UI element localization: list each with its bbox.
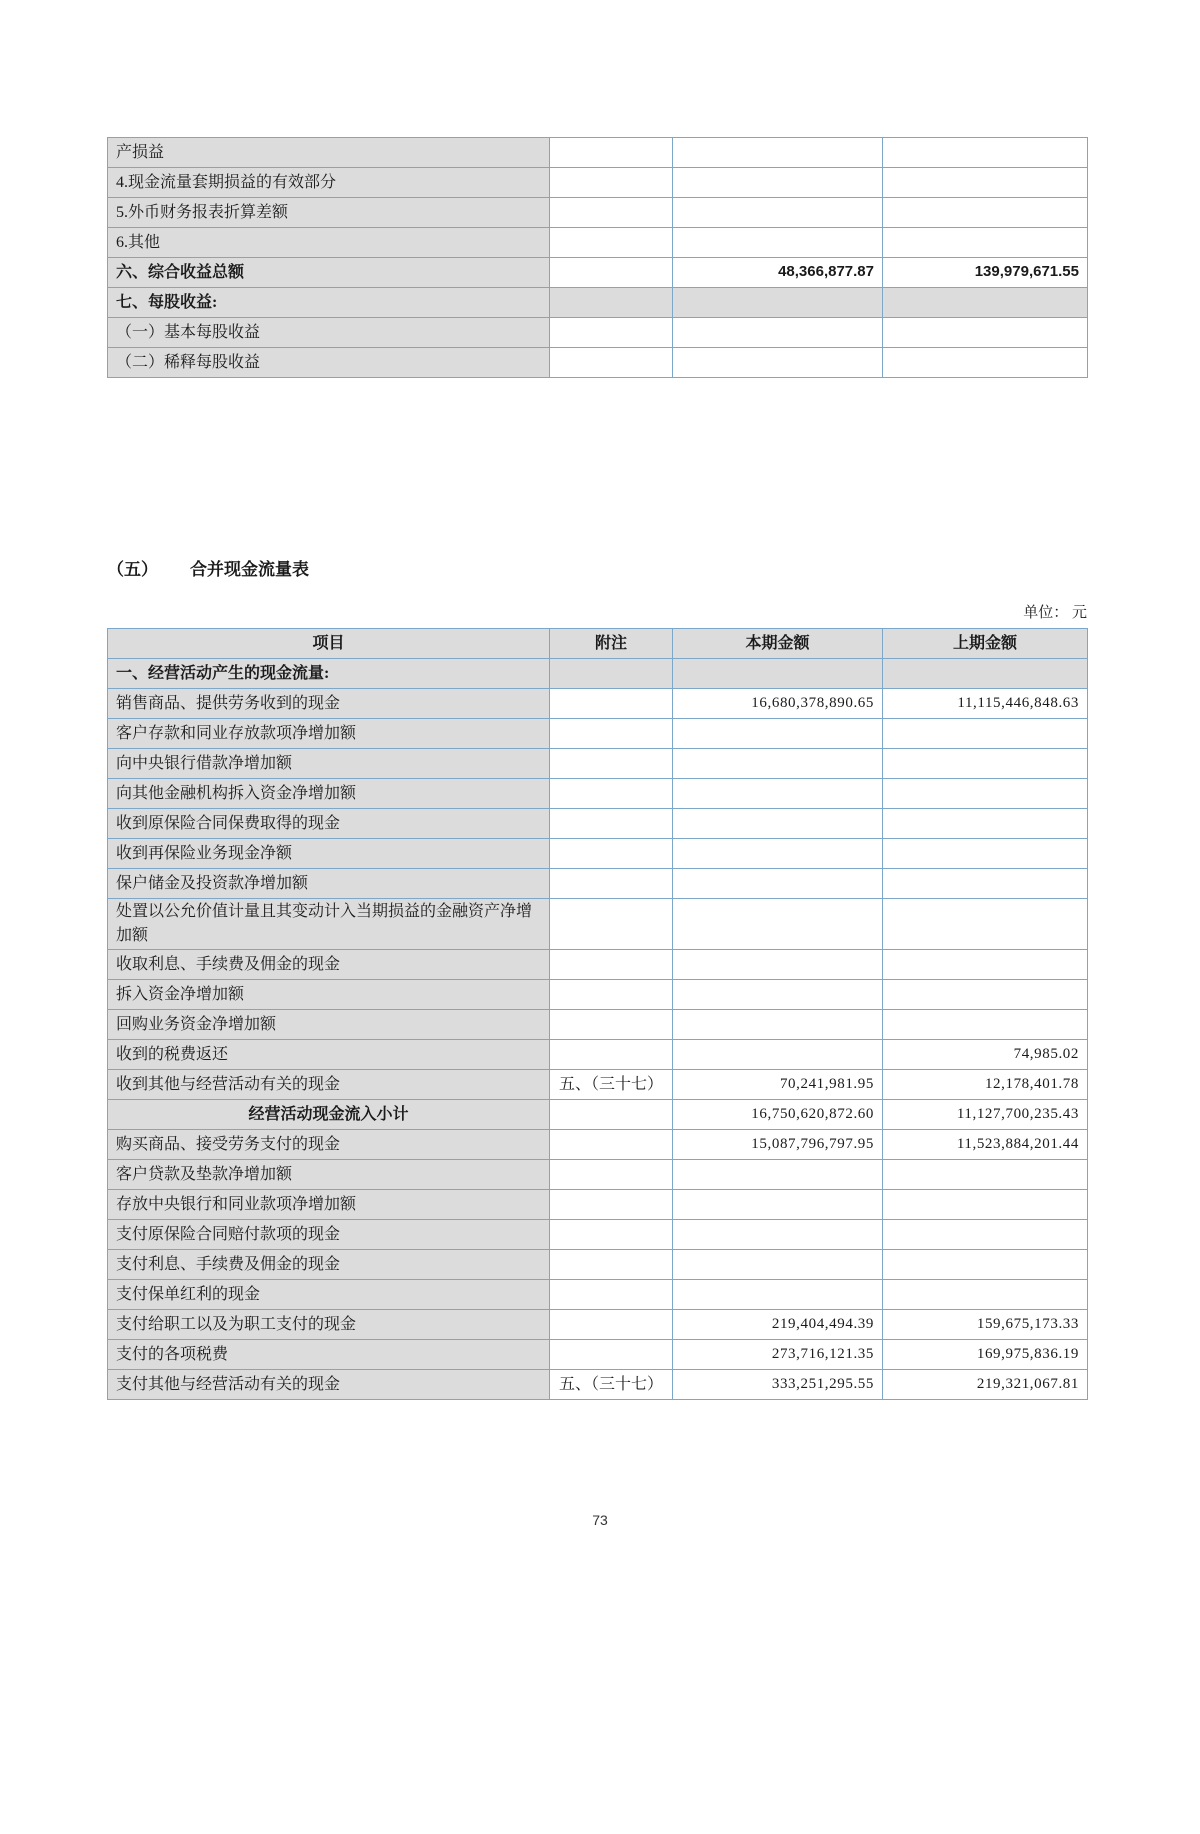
row-item-label: 支付的各项税费 xyxy=(108,1340,550,1370)
row-note xyxy=(550,1130,673,1160)
row-item-label: （一）基本每股收益 xyxy=(108,318,550,348)
row-prior-amount xyxy=(883,168,1088,198)
table-row xyxy=(108,1310,1088,1340)
row-note xyxy=(550,980,673,1010)
table-row xyxy=(108,899,1088,950)
table-row xyxy=(108,749,1088,779)
row-prior-amount xyxy=(883,318,1088,348)
comprehensive-income-table xyxy=(107,137,1088,378)
row-current-amount xyxy=(673,1250,883,1280)
row-current-amount xyxy=(673,869,883,899)
row-item-label: 支付给职工以及为职工支付的现金 xyxy=(108,1310,550,1340)
row-note xyxy=(550,1280,673,1310)
header-note: 附注 xyxy=(550,629,673,659)
row-note xyxy=(550,749,673,779)
table-row xyxy=(108,1250,1088,1280)
row-note xyxy=(550,839,673,869)
page-content xyxy=(107,137,1087,1400)
row-note xyxy=(550,168,673,198)
row-item-label: 存放中央银行和同业款项净增加额 xyxy=(108,1190,550,1220)
row-item-label: 支付其他与经营活动有关的现金 xyxy=(108,1370,550,1400)
row-prior-amount: 74,985.02 xyxy=(883,1040,1088,1070)
page-number: 73 xyxy=(592,1512,608,1528)
row-note xyxy=(550,659,673,689)
row-current-amount xyxy=(673,1160,883,1190)
row-current-amount xyxy=(673,899,883,950)
row-item-label: 支付原保险合同赔付款项的现金 xyxy=(108,1220,550,1250)
row-current-amount xyxy=(673,719,883,749)
row-prior-amount xyxy=(883,198,1088,228)
row-current-amount: 48,366,877.87 xyxy=(673,258,883,288)
report-page xyxy=(0,137,1200,1834)
table-header-row xyxy=(108,629,1088,659)
row-current-amount: 15,087,796,797.95 xyxy=(673,1130,883,1160)
row-current-amount xyxy=(673,138,883,168)
table-row xyxy=(108,1100,1088,1130)
row-current-amount xyxy=(673,1190,883,1220)
row-note xyxy=(550,1340,673,1370)
row-note xyxy=(550,779,673,809)
row-current-amount xyxy=(673,749,883,779)
row-note xyxy=(550,1010,673,1040)
table-row xyxy=(108,809,1088,839)
row-prior-amount xyxy=(883,809,1088,839)
row-current-amount xyxy=(673,228,883,258)
row-prior-amount xyxy=(883,1250,1088,1280)
table-row xyxy=(108,719,1088,749)
row-prior-amount: 169,975,836.19 xyxy=(883,1340,1088,1370)
row-item-label: 客户贷款及垫款净增加额 xyxy=(108,1160,550,1190)
row-prior-amount xyxy=(883,348,1088,378)
row-current-amount xyxy=(673,980,883,1010)
row-item-label: 保户储金及投资款净增加额 xyxy=(108,869,550,899)
row-item-label: 向中央银行借款净增加额 xyxy=(108,749,550,779)
table-row xyxy=(108,1040,1088,1070)
row-item-label: 收到原保险合同保费取得的现金 xyxy=(108,809,550,839)
row-prior-amount: 139,979,671.55 xyxy=(883,258,1088,288)
row-note xyxy=(550,1160,673,1190)
section-heading xyxy=(107,559,1087,581)
row-note xyxy=(550,138,673,168)
row-current-amount xyxy=(673,1280,883,1310)
row-item-label: 七、每股收益: xyxy=(108,288,550,318)
row-prior-amount xyxy=(883,1160,1088,1190)
row-item-label: 六、综合收益总额 xyxy=(108,258,550,288)
row-note xyxy=(550,258,673,288)
row-prior-amount xyxy=(883,1280,1088,1310)
row-item-label: 回购业务资金净增加额 xyxy=(108,1010,550,1040)
row-current-amount: 219,404,494.39 xyxy=(673,1310,883,1340)
table-row xyxy=(108,1370,1088,1400)
row-current-amount xyxy=(673,809,883,839)
table-row xyxy=(108,1010,1088,1040)
table-row xyxy=(108,1070,1088,1100)
row-prior-amount xyxy=(883,659,1088,689)
row-current-amount: 16,750,620,872.60 xyxy=(673,1100,883,1130)
table-row xyxy=(108,1280,1088,1310)
row-note xyxy=(550,348,673,378)
row-prior-amount: 159,675,173.33 xyxy=(883,1310,1088,1340)
row-current-amount xyxy=(673,839,883,869)
row-note xyxy=(550,899,673,950)
row-item-label: 向其他金融机构拆入资金净增加额 xyxy=(108,779,550,809)
row-note xyxy=(550,1190,673,1220)
row-prior-amount xyxy=(883,980,1088,1010)
row-item-label: （二）稀释每股收益 xyxy=(108,348,550,378)
row-prior-amount xyxy=(883,138,1088,168)
row-prior-amount xyxy=(883,839,1088,869)
row-current-amount xyxy=(673,168,883,198)
table-row xyxy=(108,1220,1088,1250)
row-item-label: 支付保单红利的现金 xyxy=(108,1280,550,1310)
row-prior-amount: 11,523,884,201.44 xyxy=(883,1130,1088,1160)
row-note xyxy=(550,869,673,899)
table-row xyxy=(108,288,1088,318)
row-note xyxy=(550,1220,673,1250)
header-current-period: 本期金额 xyxy=(673,629,883,659)
row-note: 五、（三十七） xyxy=(550,1070,673,1100)
row-item-label: 客户存款和同业存放款项净增加额 xyxy=(108,719,550,749)
table-row xyxy=(108,198,1088,228)
row-note xyxy=(550,1310,673,1340)
table-row xyxy=(108,950,1088,980)
row-item-label: 经营活动现金流入小计 xyxy=(108,1100,550,1130)
row-note xyxy=(550,228,673,258)
row-item-label: 处置以公允价值计量且其变动计入当期损益的金融资产净增加额 xyxy=(108,899,550,950)
table-row xyxy=(108,348,1088,378)
row-current-amount xyxy=(673,318,883,348)
row-prior-amount xyxy=(883,719,1088,749)
row-note xyxy=(550,689,673,719)
row-item-label: 销售商品、提供劳务收到的现金 xyxy=(108,689,550,719)
table-row xyxy=(108,1340,1088,1370)
row-note xyxy=(550,809,673,839)
row-prior-amount xyxy=(883,1220,1088,1250)
row-item-label: 购买商品、接受劳务支付的现金 xyxy=(108,1130,550,1160)
row-prior-amount: 11,127,700,235.43 xyxy=(883,1100,1088,1130)
row-item-label: 拆入资金净增加额 xyxy=(108,980,550,1010)
row-prior-amount xyxy=(883,1010,1088,1040)
table-row xyxy=(108,839,1088,869)
row-current-amount: 273,716,121.35 xyxy=(673,1340,883,1370)
row-note xyxy=(550,1100,673,1130)
row-note xyxy=(550,719,673,749)
table-row xyxy=(108,1130,1088,1160)
row-item-label: 4.现金流量套期损益的有效部分 xyxy=(108,168,550,198)
row-item-label: 收到的税费返还 xyxy=(108,1040,550,1070)
row-item-label: 支付利息、手续费及佣金的现金 xyxy=(108,1250,550,1280)
row-prior-amount xyxy=(883,779,1088,809)
section-title-text: 合并现金流量表 xyxy=(190,560,309,579)
table-row xyxy=(108,318,1088,348)
row-prior-amount xyxy=(883,899,1088,950)
row-current-amount xyxy=(673,1040,883,1070)
row-prior-amount: 219,321,067.81 xyxy=(883,1370,1088,1400)
table-row xyxy=(108,869,1088,899)
row-current-amount: 333,251,295.55 xyxy=(673,1370,883,1400)
table-row xyxy=(108,168,1088,198)
row-current-amount xyxy=(673,348,883,378)
row-item-label: 6.其他 xyxy=(108,228,550,258)
table-row xyxy=(108,689,1088,719)
row-prior-amount xyxy=(883,869,1088,899)
section-index: （五） xyxy=(107,560,158,579)
row-item-label: 5.外币财务报表折算差额 xyxy=(108,198,550,228)
row-note xyxy=(550,950,673,980)
row-note xyxy=(550,1250,673,1280)
table-row xyxy=(108,659,1088,689)
table-row xyxy=(108,228,1088,258)
row-current-amount xyxy=(673,1220,883,1250)
row-current-amount: 70,241,981.95 xyxy=(673,1070,883,1100)
unit-label: 单位： 元 xyxy=(1023,605,1087,621)
row-current-amount xyxy=(673,288,883,318)
row-current-amount xyxy=(673,659,883,689)
row-note xyxy=(550,318,673,348)
row-note: 五、（三十七） xyxy=(550,1370,673,1400)
row-note xyxy=(550,288,673,318)
row-current-amount: 16,680,378,890.65 xyxy=(673,689,883,719)
row-prior-amount xyxy=(883,288,1088,318)
header-item: 项目 xyxy=(108,629,550,659)
row-current-amount xyxy=(673,779,883,809)
table-row xyxy=(108,1160,1088,1190)
row-prior-amount: 12,178,401.78 xyxy=(883,1070,1088,1100)
row-item-label: 一、经营活动产生的现金流量: xyxy=(108,659,550,689)
row-item-label: 收到再保险业务现金净额 xyxy=(108,839,550,869)
table-row xyxy=(108,980,1088,1010)
row-prior-amount xyxy=(883,749,1088,779)
table-row xyxy=(108,779,1088,809)
cash-flow-table xyxy=(107,628,1088,1400)
row-current-amount xyxy=(673,198,883,228)
header-prior-period: 上期金额 xyxy=(883,629,1088,659)
row-note xyxy=(550,1040,673,1070)
row-prior-amount xyxy=(883,228,1088,258)
row-item-label: 收取利息、手续费及佣金的现金 xyxy=(108,950,550,980)
row-prior-amount: 11,115,446,848.63 xyxy=(883,689,1088,719)
row-prior-amount xyxy=(883,950,1088,980)
table-row xyxy=(108,138,1088,168)
row-item-label: 收到其他与经营活动有关的现金 xyxy=(108,1070,550,1100)
row-current-amount xyxy=(673,950,883,980)
row-note xyxy=(550,198,673,228)
table-row xyxy=(108,1190,1088,1220)
row-prior-amount xyxy=(883,1190,1088,1220)
table-row xyxy=(108,258,1088,288)
row-item-label: 产损益 xyxy=(108,138,550,168)
row-current-amount xyxy=(673,1010,883,1040)
